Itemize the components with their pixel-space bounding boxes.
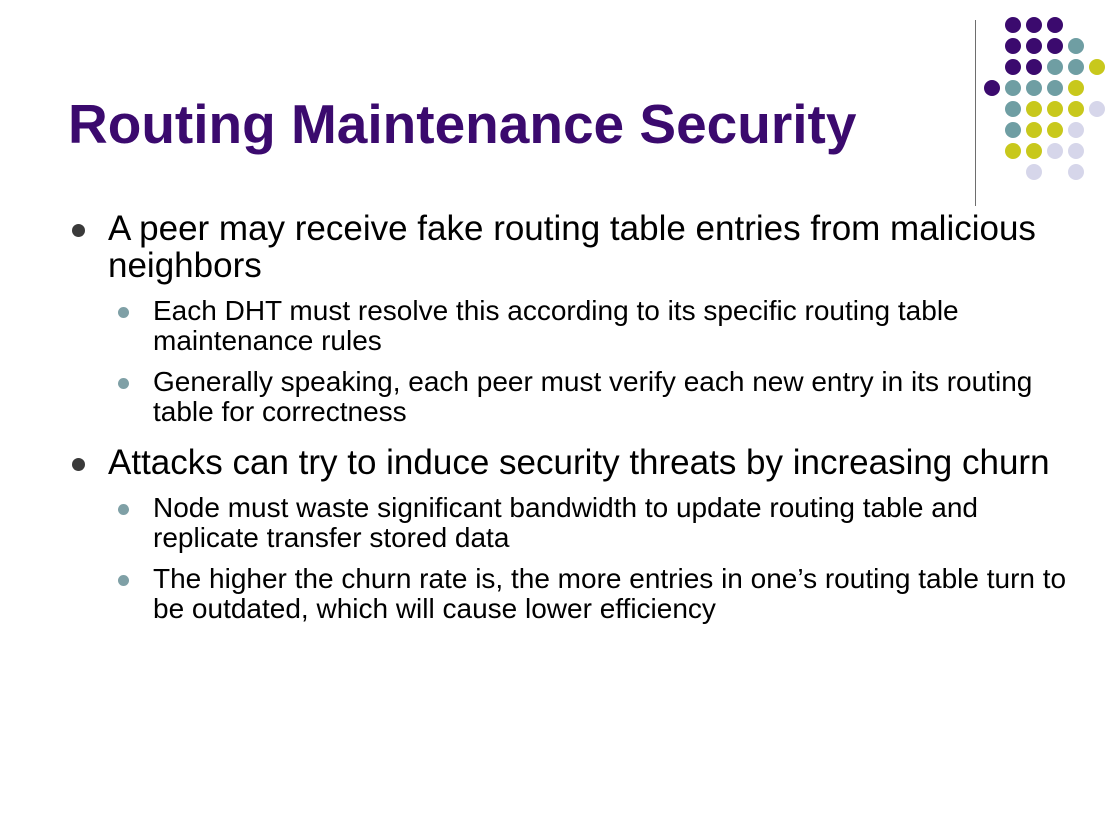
decorative-dot: [1005, 38, 1021, 54]
decorative-dot: [1089, 59, 1105, 75]
decorative-dot: [1068, 122, 1084, 138]
subbullet-icon: [118, 307, 129, 318]
decorative-dot: [1047, 122, 1063, 138]
decorative-dot: [1047, 17, 1063, 33]
bullet-text: Attacks can try to induce security threats by increasing churn: [108, 443, 1050, 482]
slide-title: Routing Maintenance Security: [68, 93, 857, 155]
decorative-dot: [1068, 164, 1084, 180]
decorative-dot: [1047, 59, 1063, 75]
bullet-item: [72, 444, 1072, 481]
subbullet-text: Node must waste significant bandwidth to update routing table and replicate transfer stored data: [153, 492, 978, 553]
decorative-dot: [1026, 101, 1042, 117]
decorative-dot: [1068, 59, 1084, 75]
decorative-dot: [1026, 143, 1042, 159]
subbullet-item: [72, 296, 1072, 356]
decorative-dot: [1068, 80, 1084, 96]
subbullet-text: The higher the churn rate is, the more entries in one’s routing table turn to be outdated, which will cause lower efficiency: [153, 563, 1067, 624]
subbullet-item: [72, 493, 1072, 553]
decorative-dot: [1089, 101, 1105, 117]
bullet-icon: [72, 224, 85, 237]
decorative-dot: [1047, 101, 1063, 117]
decorative-dot: [1026, 80, 1042, 96]
bullet-text: A peer may receive fake routing table entries from malicious neighbors: [108, 209, 1036, 285]
slide-body: [72, 210, 1072, 635]
decorative-dot: [1026, 59, 1042, 75]
subbullet-text: Each DHT must resolve this according to its specific routing table maintenance rules: [153, 295, 959, 356]
decorative-dot: [1005, 101, 1021, 117]
decorative-dot: [1047, 143, 1063, 159]
title-divider-line: [975, 20, 976, 206]
decorative-dot: [1005, 122, 1021, 138]
decorative-dot: [984, 80, 1000, 96]
decorative-dot: [1005, 17, 1021, 33]
decorative-dot: [1005, 59, 1021, 75]
subbullet-icon: [118, 504, 129, 515]
subbullet-text: Generally speaking, each peer must verify each new entry in its routing table for correctness: [153, 366, 1033, 427]
decorative-dot: [1005, 143, 1021, 159]
decorative-dot: [1026, 17, 1042, 33]
decorative-dot: [1047, 38, 1063, 54]
bullet-item: [72, 210, 1072, 284]
decorative-dot: [1047, 80, 1063, 96]
decorative-dot: [1026, 164, 1042, 180]
decorative-dot: [1005, 80, 1021, 96]
subbullet-icon: [118, 378, 129, 389]
decorative-dot: [1068, 143, 1084, 159]
subbullet-item: [72, 564, 1072, 624]
decorative-dot: [1068, 38, 1084, 54]
subbullet-item: [72, 367, 1072, 427]
decorative-dot: [1068, 101, 1084, 117]
decorative-dot: [1026, 38, 1042, 54]
decorative-dot: [1026, 122, 1042, 138]
subbullet-icon: [118, 575, 129, 586]
bullet-icon: [72, 458, 85, 471]
